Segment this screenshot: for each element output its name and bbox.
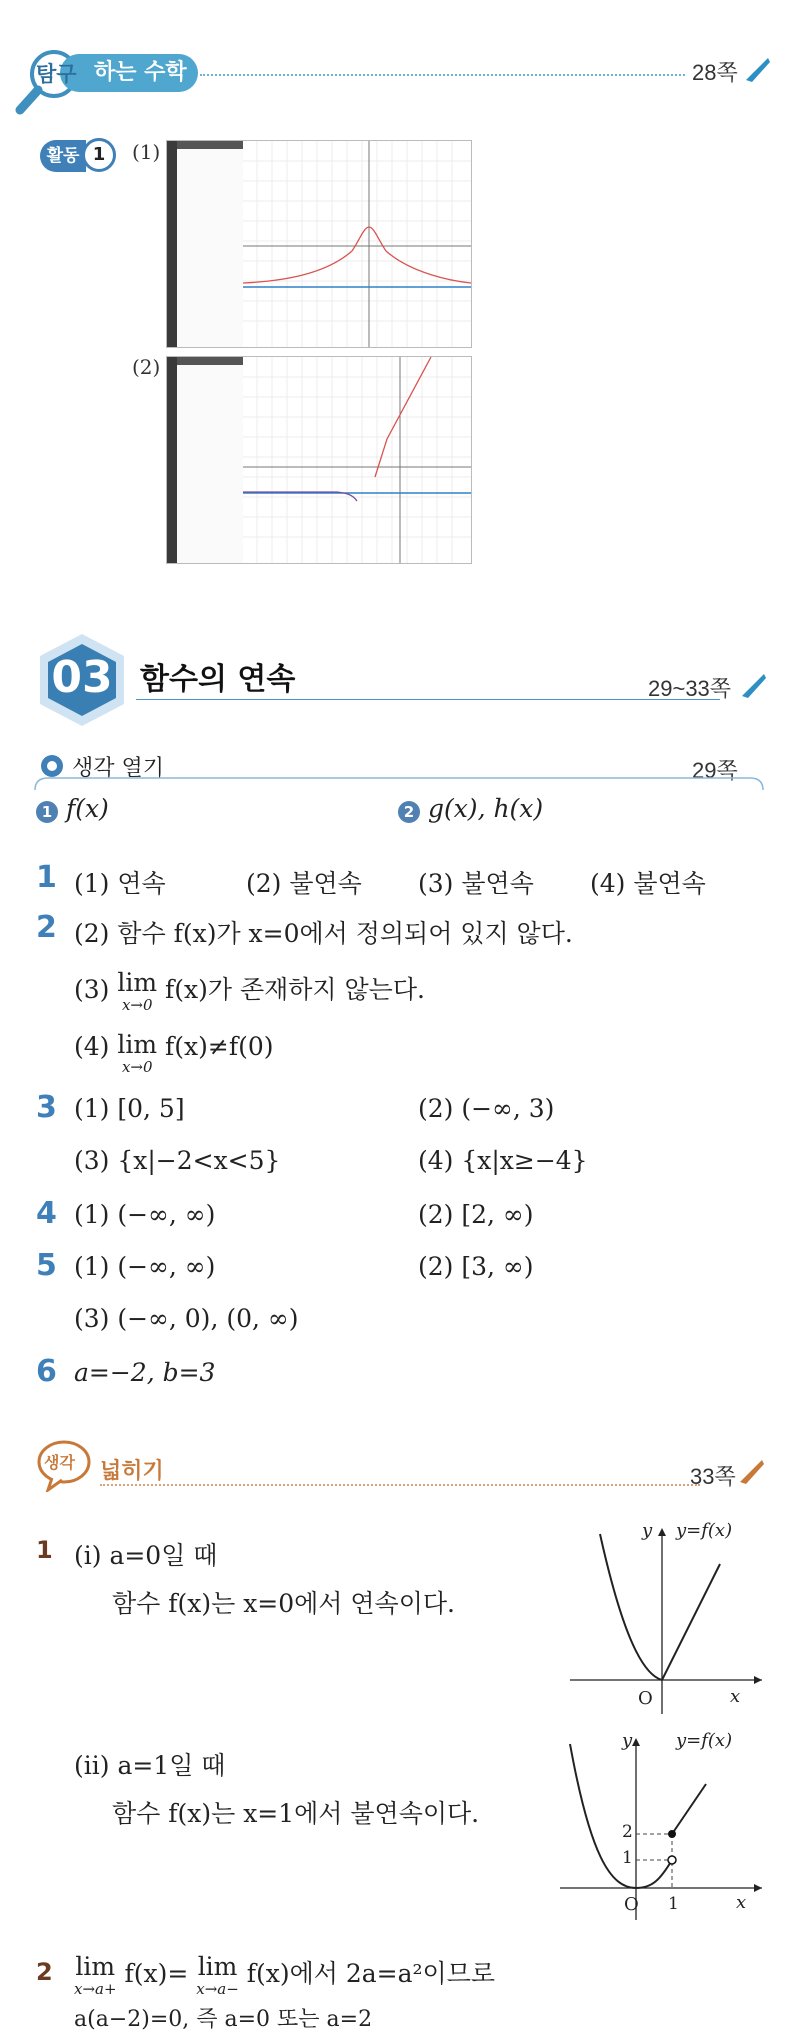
graph1-origin: O bbox=[638, 1688, 653, 1709]
case-i-heading: (i) a=0일 때 bbox=[74, 1541, 218, 1570]
graph1-x-label: x bbox=[730, 1686, 741, 1707]
activity-number: 1 bbox=[82, 138, 116, 172]
lim-symbol: lim bbox=[117, 1030, 158, 1059]
q5-answer-2: (2) [3, ∞) bbox=[418, 1252, 534, 1281]
open-page: 29쪽 bbox=[692, 758, 738, 783]
graph2-tick-1: 1 bbox=[622, 1848, 633, 1868]
lim-symbol: lim bbox=[197, 1952, 238, 1981]
question-number-2: 2 bbox=[36, 910, 57, 945]
graph1-f-label: y=f(x) bbox=[676, 1520, 733, 1541]
q2-line-2-num: (3) bbox=[74, 975, 110, 1004]
expand-divider bbox=[100, 1484, 700, 1486]
section-pages: 29~33쪽 bbox=[648, 676, 732, 701]
p2-line-2: a(a−2)=0, 즉 a=0 또는 a=2 bbox=[74, 2007, 373, 2032]
graph2-f-label: y=f(x) bbox=[676, 1730, 733, 1751]
expand-badge: 생각 bbox=[44, 1453, 75, 1472]
pencil-icon bbox=[742, 54, 772, 84]
lim-subscript-right: x→a+ bbox=[74, 1980, 117, 1998]
q1-item-2: (2) 불연속 bbox=[246, 869, 362, 898]
section-title: 함수의 연속 bbox=[140, 662, 296, 697]
q6-answer: a=−2, b=3 bbox=[74, 1358, 216, 1387]
graph2-x-label: x bbox=[736, 1892, 747, 1913]
page-ref: 28쪽 bbox=[692, 60, 738, 85]
q3-answer-3: (3) {x|−2<x<5} bbox=[74, 1146, 281, 1175]
divider bbox=[200, 74, 685, 76]
q2-line-1: (2) 함수 f(x)가 x=0에서 정의되어 있지 않다. bbox=[74, 919, 573, 948]
lim-subscript: x→0 bbox=[121, 1058, 153, 1076]
question-number-1: 1 bbox=[36, 860, 57, 895]
q1-item-1: (1) 연속 bbox=[74, 869, 166, 898]
explore-badge-text: 탐구 bbox=[36, 62, 77, 86]
q3-answer-1: (1) [0, 5] bbox=[74, 1094, 185, 1123]
q4-answer-2: (2) [2, ∞) bbox=[418, 1200, 534, 1229]
section-underline bbox=[136, 699, 720, 700]
graph2-tick-2: 2 bbox=[622, 1822, 633, 1842]
q2-line-3-num: (4) bbox=[74, 1032, 110, 1061]
explore-title: 하는 수학 bbox=[60, 54, 198, 92]
graph2-origin: O bbox=[624, 1894, 639, 1915]
graph1-y-label: y bbox=[642, 1520, 653, 1541]
section-number: 03 bbox=[51, 652, 113, 703]
q3-answer-4: (4) {x|x≥−4} bbox=[418, 1146, 588, 1175]
think-open-title: 생각 열기 bbox=[72, 756, 165, 781]
q5-answer-1: (1) (−∞, ∞) bbox=[74, 1252, 216, 1281]
pencil-icon bbox=[738, 670, 768, 700]
answer-number-2: 2 bbox=[398, 801, 420, 823]
bullet-icon bbox=[40, 754, 64, 778]
question-number-3: 3 bbox=[36, 1090, 57, 1125]
expand-title: 넓히기 bbox=[100, 1459, 164, 1484]
open-answer-1: f(x) bbox=[65, 794, 109, 823]
geogebra-screenshot-2 bbox=[166, 356, 472, 564]
lim-subscript-left: x→a− bbox=[196, 1980, 239, 1998]
q4-answer-1: (1) (−∞, ∞) bbox=[74, 1200, 216, 1229]
open-bracket bbox=[34, 776, 764, 792]
question-number-6: 6 bbox=[36, 1354, 57, 1389]
question-number-4: 4 bbox=[36, 1196, 57, 1231]
q2-line-3-text: f(x)≠f(0) bbox=[165, 1032, 274, 1061]
pencil-icon bbox=[736, 1456, 766, 1486]
p2-expr-1: f(x)= bbox=[124, 1959, 189, 1988]
sub-label-1: (1) bbox=[132, 140, 161, 164]
answer-number-1: 1 bbox=[36, 801, 58, 823]
case-ii-body: 함수 f(x)는 x=1에서 불연속이다. bbox=[112, 1799, 480, 1828]
open-answer-2: g(x), h(x) bbox=[427, 794, 544, 823]
lim-symbol: lim bbox=[75, 1952, 116, 1981]
geogebra-screenshot-1 bbox=[166, 140, 472, 348]
lim-subscript: x→0 bbox=[121, 996, 153, 1014]
activity-label: 활동 bbox=[40, 140, 86, 172]
question-number-5: 5 bbox=[36, 1248, 57, 1283]
case-ii-heading: (ii) a=1일 때 bbox=[74, 1751, 226, 1780]
case-i-body: 함수 f(x)는 x=0에서 연속이다. bbox=[112, 1589, 455, 1618]
q1-item-4: (4) 불연속 bbox=[590, 869, 706, 898]
q1-item-3: (3) 불연속 bbox=[418, 869, 534, 898]
q2-line-2-text: f(x)가 존재하지 않는다. bbox=[165, 975, 425, 1004]
q5-answer-3: (3) (−∞, 0), (0, ∞) bbox=[74, 1304, 299, 1333]
graph2-y-label: y bbox=[622, 1730, 633, 1751]
sub-label-2: (2) bbox=[132, 355, 161, 379]
q3-answer-2: (2) (−∞, 3) bbox=[418, 1094, 555, 1123]
expand-page: 33쪽 bbox=[690, 1464, 736, 1489]
problem-number-2: 2 bbox=[36, 1958, 53, 1986]
problem-number-1: 1 bbox=[36, 1536, 53, 1564]
p2-expr-2: f(x)에서 2a=a²이므로 bbox=[246, 1959, 496, 1988]
lim-symbol: lim bbox=[117, 968, 158, 997]
graph2-x-tick-1: 1 bbox=[668, 1894, 679, 1914]
